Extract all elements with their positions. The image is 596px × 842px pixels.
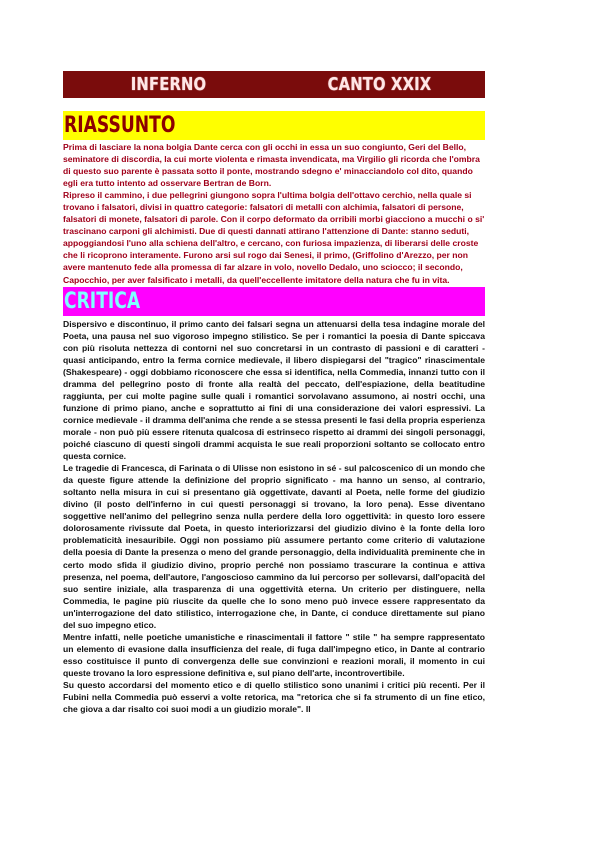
critique-paragraph: Le tragedie di Francesca, di Farinata o di Ulisse non esistono in sé - sul palcoscenico di un mondo che da queste figure attende la definizione del proprio significato - ma hanno un senso, al contrario, soltanto nella misura in cui si presentano già oggettivate, davanti al Poeta, nelle forme del giudizio divino (il posto dell'inferno in cui questi personaggi si trovano, la loro pena). Esse diventano soggettive nell'animo del pellegrino senza nulla perdere della loro oggettività: in questo loro essere dolorosamente rivissute dal Poeta, in questo interiorizzarsi del giudizio divino è la fonte della loro problematicità inesauribile. Oggi non possiamo più assumere pertanto come criterio di valutazione della poesia di Dante la presenza o meno del grande personaggio, della individualità preminente che in certo modo sfida il giudizio divino, proprio perché non possiamo trascurare la continua e attiva presenza, nel poema, dell'autore, l'angoscioso cammino da lui percorso per sollevarsi, dall'opacità del suo sentire iniziale, alla trasparenza di una oggettività eterna. Un criterio per distinguere, nella Commedia, le pagine più riuscite da quelle che lo sono meno può invece essere rappresentato da un'interrogazione del dato stilistico, interrogazione che, in Dante, ci conduce direttamente sul piano del suo impegno etico. (63, 463, 485, 630)
critique-paragraph: Mentre infatti, nelle poetiche umanistiche e rinascimentali il fattore " stile " ha sempre rappresentato un elemento di evasione dalla insufficienza del reale, di fuga dall'impegno etico, in Dante al contrario esso costituisce il punto di convergenza delle sue convinzioni e reazioni morali, il momento in cui queste trovano la loro espressione definitiva e, sul piano dell'arte, incontrovertibile. (63, 631, 485, 678)
summary-heading-label: RIASSUNTO (64, 113, 176, 138)
title-bar (63, 71, 485, 98)
critique-heading (63, 287, 485, 316)
document-page (63, 71, 485, 715)
critique-text (63, 318, 485, 716)
canto-title: CANTO XXIX (327, 74, 432, 95)
summary-paragraph: Ripreso il cammino, i due pellegrini giungono sopra l'ultima bolgia dell'ottavo cerchio, nella quale si trovano i falsatori, divisi in quattro categorie: falsatori di metalli con alchimia, falsatori di persone, falsatori di monete, falsatori di parole. Con il corpo deformato da orribili morbi giacciono a mucchi o si' trascinano carponi gli alchimisti. Due di questi dannati attirano l'attenzione di Dante: stanno seduti, appoggiandosi l'uno alla schiena dell'altro, e cercano, con furiosa impazienza, di liberarsi delle croste che li ricoprono interamente. Furono arsi sul rogo dai Senesi, il primo, (Griffolino d'Arezzo, per non avere mantenuto fede alla promessa di far alzare in volo, novello Dedalo, uno sciocco; il secondo, Capocchio, per aver falsificato i metalli, da quell'eccellente imitatore della natura che fu in vita. (63, 190, 485, 285)
cantica-title: INFERNO (130, 74, 207, 95)
summary-paragraph: Prima di lasciare la nona bolgia Dante cerca con gli occhi in essa un suo congiunto, Geri del Bello, seminatore di discordia, la cui morte violenta e rimasta invendicata, ma Virgilio gli ricorda che l'ombra di questo suo parente è passata sotto il ponte, mostrando sdegno e' minacciandolo col dito, quando egli era tutto intento ad osservare Bertran de Born. (63, 142, 480, 189)
summary-text (63, 141, 485, 286)
critique-paragraph: Dispersivo e discontinuo, il primo canto dei falsari segna un attenuarsi della tesa indagine morale del Poeta, una pausa nel suo vigoroso impegno stilistico. Se per i romantici la poesia di Dante spiccava con più risoluta nettezza di contorni nel suo concretarsi in un contrasto di passioni e di caratteri - quasi anticipando, entro la ferma cornice medievale, il libero dispiegarsi del "tragico" rinascimentale (Shakespeare) - oggi dobbiamo riconoscere che essa si identifica, nella Commedia, innanzi tutto con il dramma del pellegrino posto di fronte alla realtà del peccato, dell'espiazione, della beatitudine raggiunta, per cui molte pagine sulle quali i romantici sorvolavano assumono, ai nostri occhi, una funzione di primo piano, anche e soprattutto ai fini di una considerazione dei valori espressivi. La cornice medievale - il dramma dell'anima che rende a se stessa presenti le fasi della propria esperienza morale - non può più essere ritenuta qualcosa di estrinseco rispetto ai drammi dei singoli personaggi, poiché ciascuno di questi singoli drammi acquista le sue reali proporzioni soltanto se collocato entro questa cornice. (63, 318, 485, 462)
critique-heading-label: CRITICA (64, 288, 141, 314)
summary-heading (63, 111, 485, 140)
critique-paragraph: Su questo accordarsi del momento etico e di quello stilistico sono unanimi i critici più recenti. Per il Fubini nella Commedia può esservi a volte retorica, ma "retorica che si fa strumento di un fine etico, che giova a dar risalto coi suoi modi a un giudizio morale". Il (63, 679, 485, 715)
